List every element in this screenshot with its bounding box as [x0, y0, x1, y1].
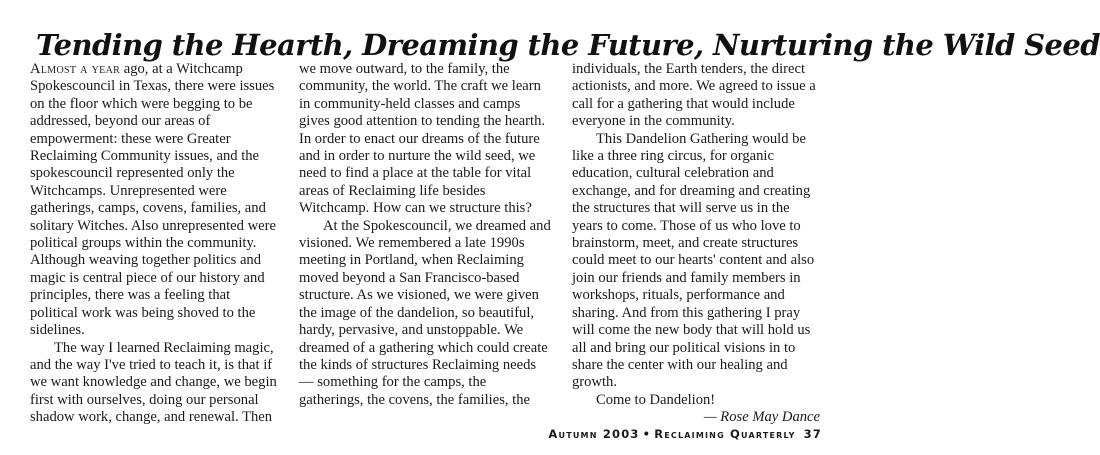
page-number: 37	[803, 427, 822, 441]
footer-publication: Reclaiming Quarterly	[654, 427, 796, 441]
lead-in-smallcaps: Almost a year	[30, 61, 121, 77]
author-byline: — Rose May Dance	[703, 409, 820, 426]
paragraph-1-body: ago, at a Witchcamp Spokescouncil in Texas, there were issues on the floor which were begging to be addressed, beyond our areas of empowerment: these were Greater Reclaiming Community issues, and the spokescouncil represented only the Witchcamps. Unrepresented were gatherings, camps, covens, families, and solitary Witches. Also unrepresented were political groups within the community. Although weaving together politics and magic is central piece of our history and principles, there was a feeling that political work was being shoved to the sidelines.	[30, 61, 276, 339]
paragraph-2-start: The way I learned Reclaiming magic, and the way I've tried to teach it, is that if we want knowledge and change, we begin first with ourselves, doing our personal shadow work, change, and renewal. Then	[30, 339, 277, 426]
page-footer	[548, 427, 822, 441]
paragraph-5: Come to Dandelion!	[596, 391, 716, 408]
article-title: Tending the Hearth, Dreaming the Future, Nurturing the Wild Seed	[36, 28, 1100, 63]
paragraph-3-start: At the Spokescouncil, we dreamed and visioned. We remembered a late 1990s meeting in Portland, when Reclaiming moved beyond a San Francisco-based structure. As we visioned, we were given the image of the dandelion, so beautiful, hardy, pervasive, and unstoppable. We dreamed of a gathering which could create the kinds of structures Reclaiming needs — something for the camps, the gatherings, the covens, the families, the	[299, 217, 551, 408]
footer-issue: Autumn 2003	[548, 427, 640, 441]
paragraph-2-continued: we move outward, to the family, the community, the world. The craft we learn in community-held classes and camps gives good attention to tending the hearth. In order to enact our dreams of the future and in order to nurture the wild seed, we need to find a place at the table for vital areas of Reclaiming life besides Witchcamp. How can we structure this?	[299, 61, 546, 217]
footer-bullet: •	[642, 427, 652, 441]
text-column-2	[299, 61, 551, 409]
text-column-1	[30, 61, 280, 427]
paragraph-3-continued: individuals, the Earth tenders, the direct actionists, and more. We agreed to issue a call for a gathering that would include everyone in the community.	[572, 61, 816, 130]
paragraph-4: This Dandelion Gathering would be like a three ring circus, for organic education, cultural celebration and exchange, and for dreaming and creating the structures that will serve us in the years to come. Those of us who love to brainstorm, meet, and create structures could meet to our hearts' content and also join our friends and family members in workshops, rituals, performance and sharing. And from this gathering I pray will come the new body that will hold us all and bring our political visions in to share the center with our healing and growth.	[572, 130, 815, 391]
paragraph-1	[30, 61, 280, 340]
text-column-3	[572, 61, 820, 427]
